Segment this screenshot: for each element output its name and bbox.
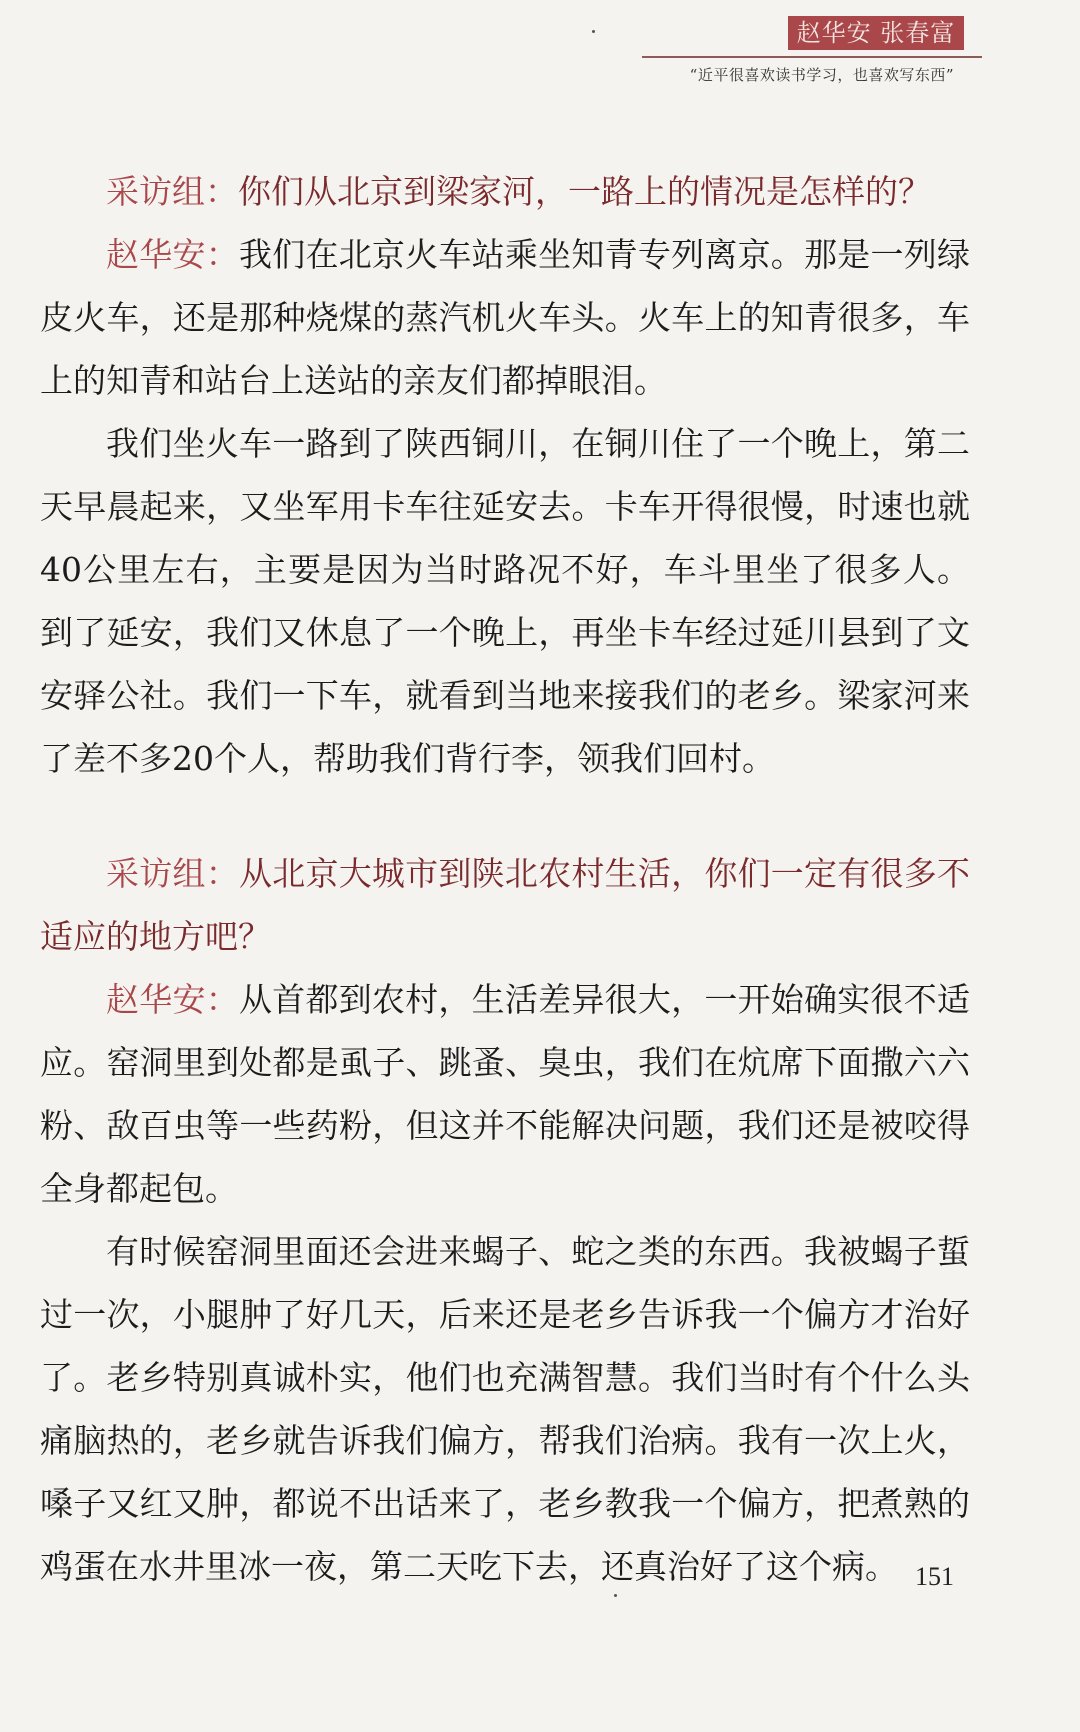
header-quote: “近平很喜欢读书学习，也喜欢写东西” [689, 66, 954, 84]
answer-paragraph [40, 968, 970, 1220]
question-text: 你们从北京到梁家河，一路上的情况是怎样的？ [238, 172, 931, 211]
page-number: 151 [915, 1562, 954, 1591]
question-paragraph [40, 842, 970, 968]
answer-text: 我们坐火车一路到了陕西铜川，在铜川住了一个晚上，第二天早晨起来，又坐军用卡车往延安去。卡车开得很慢，时速也就40公里左右，主要是因为当时路况不好，车斗里坐了很多人。到了延安，我们又休息了一个晚上，再坐卡车经过延川县到了文安驿公社。我们一下车，就看到当地来接我们的老乡。梁家河来了差不多20个人，帮助我们背行李，领我们回村。 [40, 424, 970, 778]
header-names-banner: 赵华安 张春富 [788, 16, 964, 50]
answer-paragraph [40, 1220, 970, 1598]
paper-speck [614, 1594, 617, 1597]
question-speaker: 采访组： [106, 172, 238, 211]
section-gap [40, 790, 970, 842]
header-divider [642, 56, 982, 58]
answer-paragraph [40, 412, 970, 790]
question-text: 从北京大城市到陕北农村生活，你们一定有很多不适应的地方吧？ [40, 854, 971, 956]
answer-text: 我们在北京火车站乘坐知青专列离京。那是一列绿皮火车，还是那种烧煤的蒸汽机火车头。火车上的知青很多，车上的知青和站台上送站的亲友们都掉眼泪。 [40, 235, 971, 400]
paper-speck [592, 30, 595, 33]
question-paragraph [40, 160, 970, 223]
question-speaker: 采访组： [106, 854, 239, 893]
answer-speaker: 赵华安： [106, 235, 239, 274]
interview-body [40, 160, 970, 1598]
answer-text: 有时候窑洞里面还会进来蝎子、蛇之类的东西。我被蝎子蜇过一次，小腿肿了好几天，后来还是老乡告诉我一个偏方才治好了。老乡特别真诚朴实，他们也充满智慧。我们当时有个什么头痛脑热的，老乡就告诉我们偏方，帮我们治病。我有一次上火，嗓子又红又肿，都说不出话来了，老乡教我一个偏方，把煮熟的鸡蛋在水井里冰一夜，第二天吃下去，还真治好了这个病。 [40, 1232, 970, 1586]
answer-paragraph [40, 223, 970, 412]
answer-text: 从首都到农村，生活差异很大，一开始确实很不适应。窑洞里到处都是虱子、跳蚤、臭虫，我们在炕席下面撒六六粉、敌百虫等一些药粉，但这并不能解决问题，我们还是被咬得全身都起包。 [40, 980, 971, 1208]
answer-speaker: 赵华安： [106, 980, 239, 1019]
